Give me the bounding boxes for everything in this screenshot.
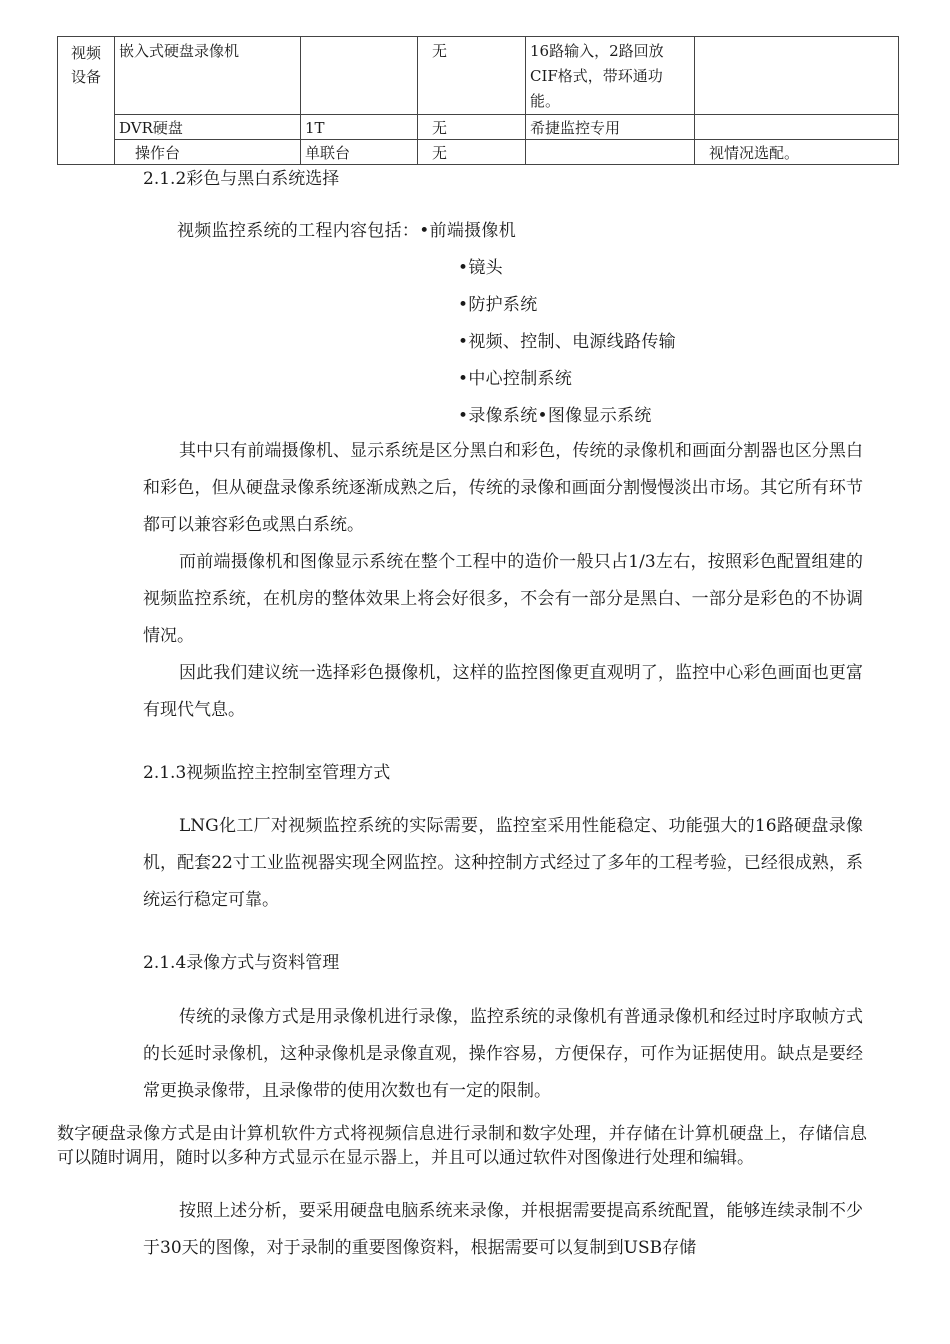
cell-note: 希捷监控专用 xyxy=(526,115,695,140)
paragraph: LNG化工厂对视频监控系统的实际需要，监控室采用性能稳定、功能强大的16路硬盘录像机，配套22寸工业监视器实现全网监控。这种控制方式经过了多年的工程考验，已经很成熟，系统运行稳定可靠。 xyxy=(143,816,863,910)
cell-name: 操作台 xyxy=(115,140,301,165)
cell-spec xyxy=(301,37,418,115)
paragraph: 因此我们建议统一选择彩色摄像机，这样的监控图像更直观明了，监控中心彩色画面也更富有现代气息。 xyxy=(143,663,863,720)
content-intro: 视频监控系统的工程内容包括：•前端摄像机 xyxy=(177,221,517,241)
cell-remark xyxy=(695,115,899,140)
cell-qty: 无 xyxy=(418,115,526,140)
table-row xyxy=(58,115,899,140)
section-heading-2-1-3: 2.1.3视频监控主控制室管理方式 xyxy=(143,763,391,783)
content-list-item: •防护系统 xyxy=(458,295,538,315)
content-list-item: •录像系统•图像显示系统 xyxy=(458,406,652,426)
paragraph: 数字硬盘录像方式是由计算机软件方式将视频信息进行录制和数字处理，并存储在计算机硬盘上，存储信息可以随时调用，随时以多种方式显示在显示器上，并且可以通过软件对图像进行处理和编辑。 xyxy=(57,1124,867,1168)
content-list-item: •视频、控制、电源线路传输 xyxy=(458,332,676,352)
cell-qty: 无 xyxy=(418,140,526,165)
cell-note xyxy=(526,140,695,165)
cell-qty: 无 xyxy=(418,37,526,115)
section-heading-2-1-2: 2.1.2彩色与黑白系统选择 xyxy=(143,169,340,189)
cell-name: DVR硬盘 xyxy=(115,115,301,140)
paragraph: 其中只有前端摄像机、显示系统是区分黑白和彩色，传统的录像机和画面分割器也区分黑白和彩色，但从硬盘录像系统逐渐成熟之后，传统的录像和画面分割慢慢淡出市场。其它所有环节都可以兼容彩色或黑白系统。 xyxy=(143,441,863,535)
section-heading-2-1-4: 2.1.4录像方式与资料管理 xyxy=(143,953,340,973)
cell-note: 16路输入，2路回放CIF格式，带环通功能。 xyxy=(526,37,695,115)
cell-name: 嵌入式硬盘录像机 xyxy=(115,37,301,115)
paragraph: 而前端摄像机和图像显示系统在整个工程中的造价一般只占1/3左右，按照彩色配置组建的视频监控系统，在机房的整体效果上将会好很多，不会有一部分是黑白、一部分是彩色的不协调情况。 xyxy=(143,552,863,646)
table-row xyxy=(58,37,899,115)
content-list-item: •中心控制系统 xyxy=(458,369,573,389)
cell-remark xyxy=(695,37,899,115)
table-row xyxy=(58,140,899,165)
cell-spec: 单联台 xyxy=(301,140,418,165)
paragraph: 传统的录像方式是用录像机进行录像，监控系统的录像机有普通录像机和经过时序取帧方式的长延时录像机，这种录像机是录像直观，操作容易，方便保存，可作为证据使用。缺点是要经常更换录像带，且录像带的使用次数也有一定的限制。 xyxy=(143,1007,863,1101)
content-list-item: •镜头 xyxy=(458,258,503,278)
equipment-table xyxy=(57,36,899,165)
group-label-cell xyxy=(58,37,115,165)
paragraph: 按照上述分析，要采用硬盘电脑系统来录像，并根据需要提高系统配置，能够连续录制不少于30天的图像，对于录制的重要图像资料，根据需要可以复制到USB存储 xyxy=(143,1201,863,1258)
cell-remark: 视情况选配。 xyxy=(695,140,899,165)
cell-spec: 1T xyxy=(301,115,418,140)
group-label: 视频设备 xyxy=(70,44,101,86)
